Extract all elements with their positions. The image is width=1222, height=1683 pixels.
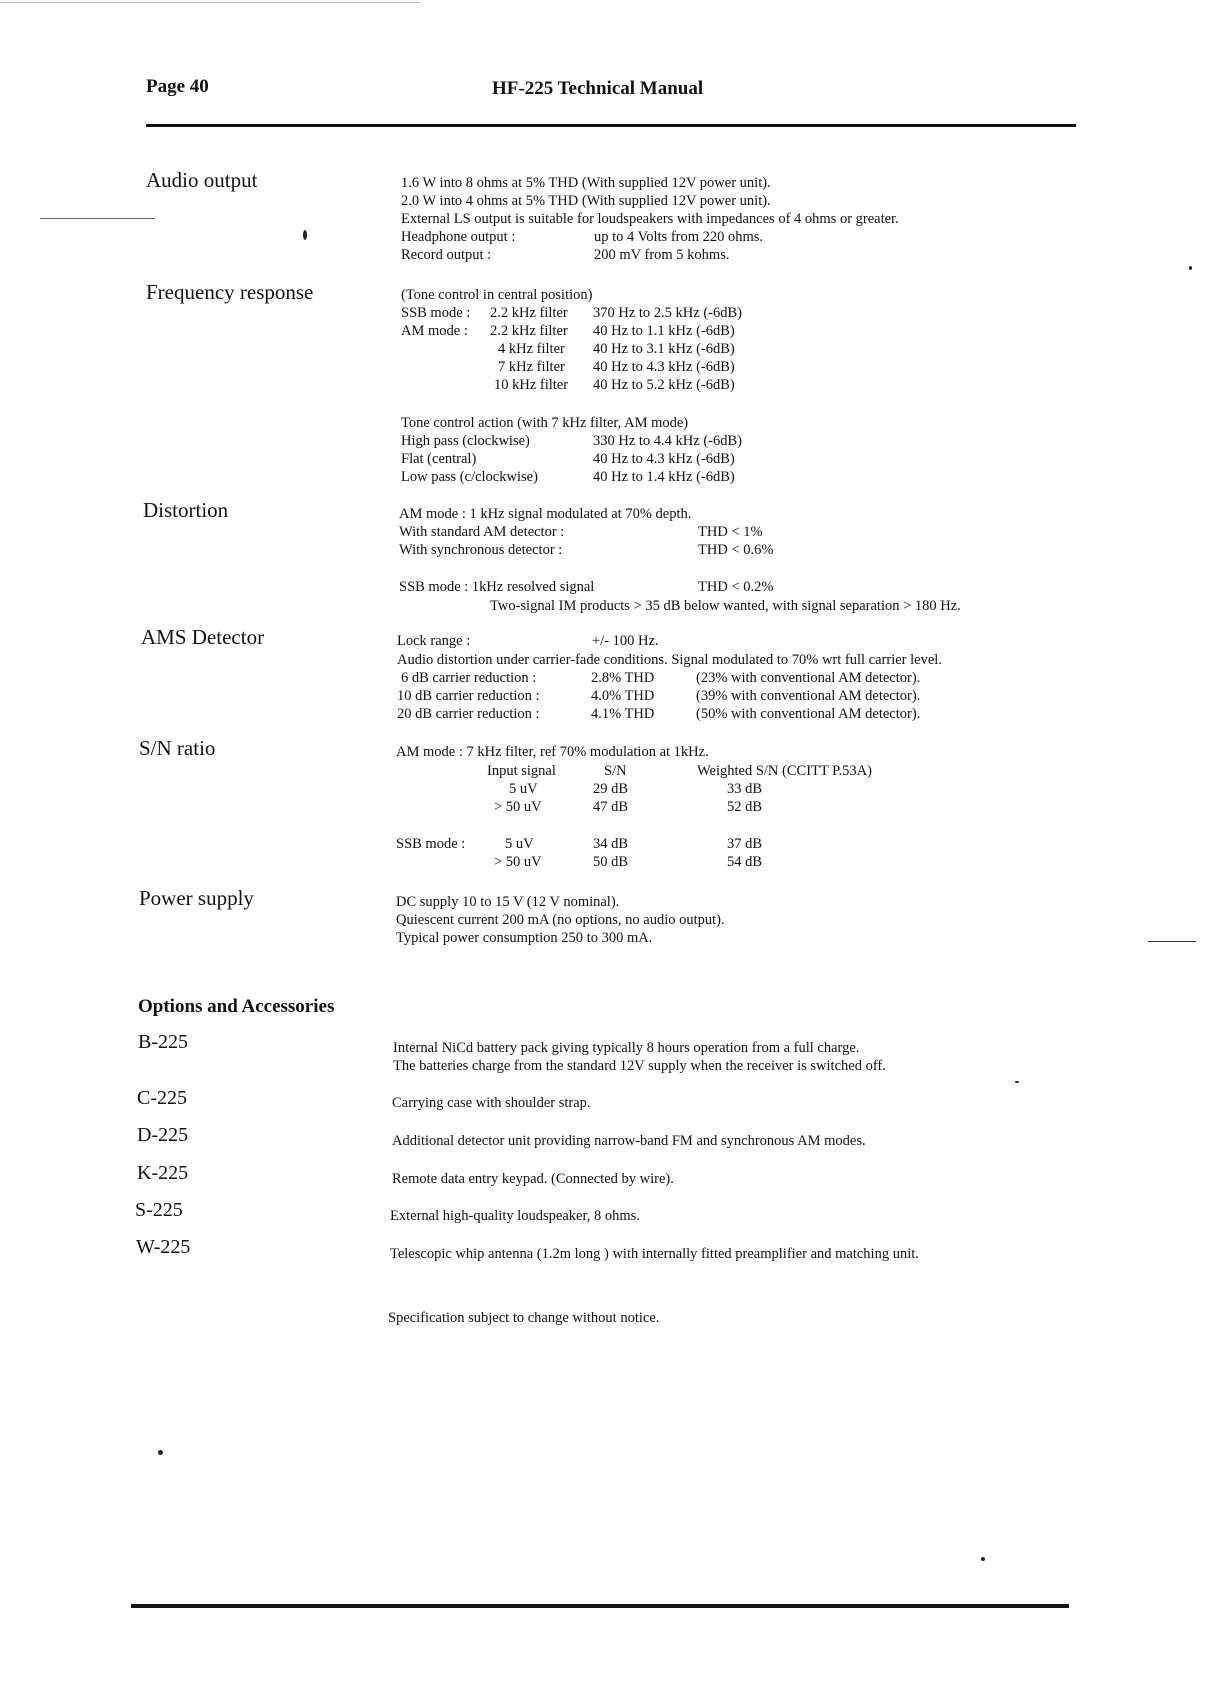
sn-input: 5 uV <box>505 836 534 852</box>
ams-row-thd: 4.1% THD <box>591 706 655 722</box>
section-label: AMS Detector <box>141 625 265 649</box>
scan-mark <box>0 2 420 3</box>
spec-line: 1.6 W into 8 ohms at 5% THD (With supplied 12V power unit). <box>401 175 771 191</box>
freq-mode: AM mode : <box>401 323 468 339</box>
option-desc: Carrying case with shoulder strap. <box>392 1095 591 1111</box>
spec-line: DC supply 10 to 15 V (12 V nominal). <box>396 894 620 910</box>
ams-row-thd: 4.0% THD <box>591 688 655 704</box>
col-header-weighted: Weighted S/N (CCITT P.53A) <box>697 763 872 779</box>
freq-range: 40 Hz to 3.1 kHz (-6dB) <box>593 341 735 357</box>
option-code: W-225 <box>136 1236 191 1258</box>
scan-mark <box>40 218 155 219</box>
freq-range: 40 Hz to 4.3 kHz (-6dB) <box>593 359 735 375</box>
tone-name: High pass (clockwise) <box>401 433 530 449</box>
header-rule <box>146 124 1076 127</box>
footer-rule <box>131 1604 1069 1608</box>
option-desc: The batteries charge from the standard 12V supply when the receiver is switched off. <box>393 1058 886 1074</box>
sn-value: 50 dB <box>593 854 629 870</box>
section-label: Power supply <box>139 886 254 910</box>
ams-row-note: (39% with conventional AM detector). <box>696 688 921 704</box>
section-label: Frequency response <box>146 280 314 304</box>
spec-value: THD < 0.2% <box>698 579 774 595</box>
spec-key: With synchronous detector : <box>399 542 563 558</box>
sn-input: > 50 uV <box>494 854 542 870</box>
tone-range: 40 Hz to 1.4 kHz (-6dB) <box>593 469 735 485</box>
option-code: S-225 <box>135 1199 183 1221</box>
spec-line: AM mode : 1 kHz signal modulated at 70% depth. <box>399 506 692 522</box>
spec-line: (Tone control in central position) <box>401 287 593 303</box>
spec-line: Two-signal IM products > 35 dB below wanted, with signal separation > 180 Hz. <box>490 598 961 614</box>
spec-key: Record output : <box>401 247 492 263</box>
sn-weighted: 52 dB <box>727 799 763 815</box>
freq-filter: 2.2 kHz filter <box>490 323 568 339</box>
sn-value: 47 dB <box>593 799 629 815</box>
spec-line: Typical power consumption 250 to 300 mA. <box>396 930 653 946</box>
freq-mode: SSB mode : <box>401 305 471 321</box>
spec-line: Tone control action (with 7 kHz filter, AM mode) <box>401 415 689 431</box>
option-desc: Internal NiCd battery pack giving typically 8 hours operation from a full charge. <box>393 1040 860 1056</box>
options-heading: Options and Accessories <box>138 996 335 1017</box>
section-label: Audio output <box>146 168 258 192</box>
option-desc: Remote data entry keypad. (Connected by wire). <box>392 1171 674 1187</box>
sn-input: 5 uV <box>509 781 538 797</box>
section-label: S/N ratio <box>139 736 216 760</box>
sn-value: 34 dB <box>593 836 629 852</box>
freq-range: 40 Hz to 5.2 kHz (-6dB) <box>593 377 735 393</box>
spec-value: THD < 1% <box>698 524 763 540</box>
spec-key: SSB mode : <box>396 836 466 852</box>
footer-note: Specification subject to change without notice. <box>388 1310 660 1326</box>
sn-weighted: 54 dB <box>727 854 763 870</box>
option-code: D-225 <box>137 1124 189 1146</box>
spec-key: With standard AM detector : <box>399 524 565 540</box>
ams-row-note: (23% with conventional AM detector). <box>696 670 921 686</box>
spec-line: 2.0 W into 4 ohms at 5% THD (With supplied 12V power unit). <box>401 193 771 209</box>
ams-row-name: 6 dB carrier reduction : <box>401 670 537 686</box>
spec-value: up to 4 Volts from 220 ohms. <box>594 229 764 245</box>
option-desc: External high-quality loudspeaker, 8 ohms. <box>390 1208 640 1224</box>
ams-row-note: (50% with conventional AM detector). <box>696 706 921 722</box>
document-title: HF-225 Technical Manual <box>492 78 704 99</box>
ams-row-name: 10 dB carrier reduction : <box>397 688 540 704</box>
option-code: K-225 <box>137 1162 189 1184</box>
spec-line: AM mode : 7 kHz filter, ref 70% modulation at 1kHz. <box>396 744 709 760</box>
ams-row-thd: 2.8% THD <box>591 670 655 686</box>
option-desc: Telescopic whip antenna (1.2m long ) with internally fitted preamplifier and matching unit. <box>390 1246 919 1262</box>
spec-value: THD < 0.6% <box>698 542 774 558</box>
freq-filter: 7 kHz filter <box>498 359 565 375</box>
tone-range: 40 Hz to 4.3 kHz (-6dB) <box>593 451 735 467</box>
sn-weighted: 37 dB <box>727 836 763 852</box>
sn-input: > 50 uV <box>494 799 542 815</box>
freq-range: 370 Hz to 2.5 kHz (-6dB) <box>593 305 743 321</box>
spec-line: Audio distortion under carrier-fade conditions. Signal modulated to 70% wrt full carrier level. <box>397 652 942 668</box>
spec-value: 200 mV from 5 kohms. <box>594 247 730 263</box>
scan-speck <box>303 230 307 240</box>
freq-range: 40 Hz to 1.1 kHz (-6dB) <box>593 323 735 339</box>
spec-key: Lock range : <box>397 633 471 649</box>
ams-row-name: 20 dB carrier reduction : <box>397 706 540 722</box>
scan-speck <box>1189 266 1192 270</box>
option-code: C-225 <box>137 1087 187 1109</box>
tone-name: Low pass (c/clockwise) <box>401 469 538 485</box>
section-label: Distortion <box>143 498 229 522</box>
spec-value: +/- 100 Hz. <box>592 633 659 649</box>
scan-mark <box>1148 941 1196 942</box>
sn-weighted: 33 dB <box>727 781 763 797</box>
scan-speck <box>1015 1081 1019 1083</box>
tone-name: Flat (central) <box>401 451 477 467</box>
col-header-input: Input signal <box>487 763 556 779</box>
freq-filter: 4 kHz filter <box>498 341 565 357</box>
sn-value: 29 dB <box>593 781 629 797</box>
tone-range: 330 Hz to 4.4 kHz (-6dB) <box>593 433 743 449</box>
scan-speck <box>981 1557 985 1561</box>
option-desc: Additional detector unit providing narrow-band FM and synchronous AM modes. <box>392 1133 866 1149</box>
col-header-sn: S/N <box>604 763 627 779</box>
freq-filter: 10 kHz filter <box>494 377 569 393</box>
spec-line: Quiescent current 200 mA (no options, no audio output). <box>396 912 725 928</box>
spec-key: Headphone output : <box>401 229 516 245</box>
scan-speck <box>158 1450 163 1455</box>
option-code: B-225 <box>138 1031 188 1053</box>
page-number: Page 40 <box>146 76 209 97</box>
spec-key: SSB mode : 1kHz resolved signal <box>399 579 595 595</box>
spec-line: External LS output is suitable for loudspeakers with impedances of 4 ohms or greater. <box>401 211 899 227</box>
freq-filter: 2.2 kHz filter <box>490 305 568 321</box>
